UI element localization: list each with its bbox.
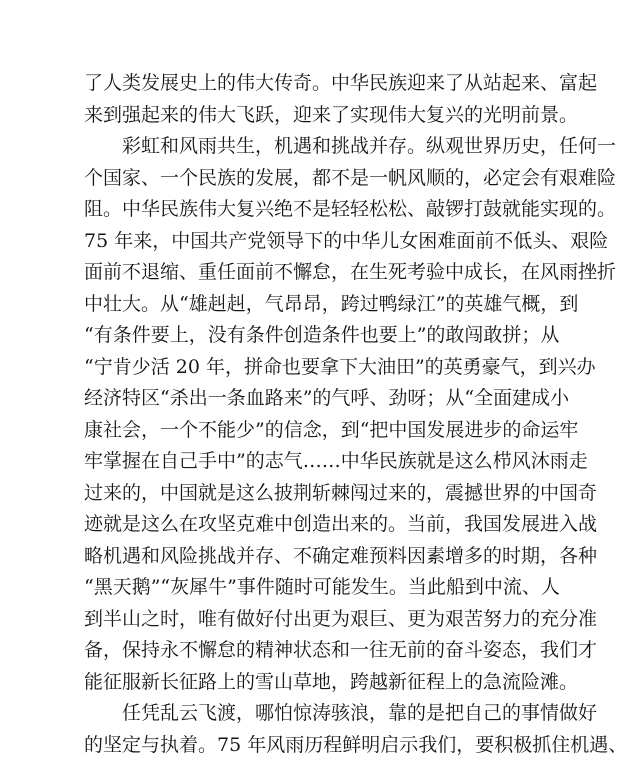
text-line: 牢掌握在自己手中”的志气……中华民族就是这么栉风沐雨走 bbox=[84, 446, 508, 478]
text-line: 来到强起来的伟大飞跃，迎来了实现伟大复兴的光明前景。 bbox=[84, 100, 508, 132]
text-line: 任凭乱云飞渡，哪怕惊涛骇浪，靠的是把自己的事情做好 bbox=[84, 698, 508, 730]
text-line: 75 年来，中国共产党领导下的中华儿女困难面前不低头、艰险 bbox=[84, 226, 508, 258]
body-text bbox=[84, 68, 508, 761]
text-line: “有条件要上，没有条件创造条件也要上”的敢闯敢拼；从 bbox=[84, 320, 508, 352]
text-line: 个国家、一个民族的发展，都不是一帆风顺的，必定会有艰难险 bbox=[84, 163, 508, 195]
text-line: 略机遇和风险挑战并存、不确定难预料因素增多的时期，各种 bbox=[84, 541, 508, 573]
text-line: 能征服新长征路上的雪山草地，跨越新征程上的急流险滩。 bbox=[84, 667, 508, 699]
paragraph-2 bbox=[84, 131, 508, 698]
text-line: 的坚定与执着。75 年风雨历程鲜明启示我们，要积极抓住机遇、 bbox=[84, 730, 508, 761]
text-line: “黑天鹅”“灰犀牛”事件随时可能发生。当此船到中流、人 bbox=[84, 572, 508, 604]
text-line: 中壮大。从“雄赳赳，气昂昂，跨过鸭绿江”的英雄气概，到 bbox=[84, 289, 508, 321]
text-line: 阻。中华民族伟大复兴绝不是轻轻松松、敲锣打鼓就能实现的。 bbox=[84, 194, 508, 226]
text-line: 过来的，中国就是这么披荆斩棘闯过来的，震撼世界的中国奇 bbox=[84, 478, 508, 510]
text-line: 备，保持永不懈怠的精神状态和一往无前的奋斗姿态，我们才 bbox=[84, 635, 508, 667]
paragraph-3 bbox=[84, 698, 508, 761]
text-line: 康社会，一个不能少”的信念，到“把中国发展进步的命运牢 bbox=[84, 415, 508, 447]
text-line: “宁肯少活 20 年，拼命也要拿下大油田”的英勇豪气，到兴办 bbox=[84, 352, 508, 384]
text-line: 彩虹和风雨共生，机遇和挑战并存。纵观世界历史，任何一 bbox=[84, 131, 508, 163]
text-line: 经济特区“杀出一条血路来”的气呼、劲呀；从“全面建成小 bbox=[84, 383, 508, 415]
text-line: 面前不退缩、重任面前不懈怠，在生死考验中成长，在风雨挫折 bbox=[84, 257, 508, 289]
text-line: 了人类发展史上的伟大传奇。中华民族迎来了从站起来、富起 bbox=[84, 68, 508, 100]
text-line: 迹就是这么在攻坚克难中创造出来的。当前，我国发展进入战 bbox=[84, 509, 508, 541]
text-line: 到半山之时，唯有做好付出更为艰巨、更为艰苦努力的充分准 bbox=[84, 604, 508, 636]
paragraph-1 bbox=[84, 68, 508, 131]
